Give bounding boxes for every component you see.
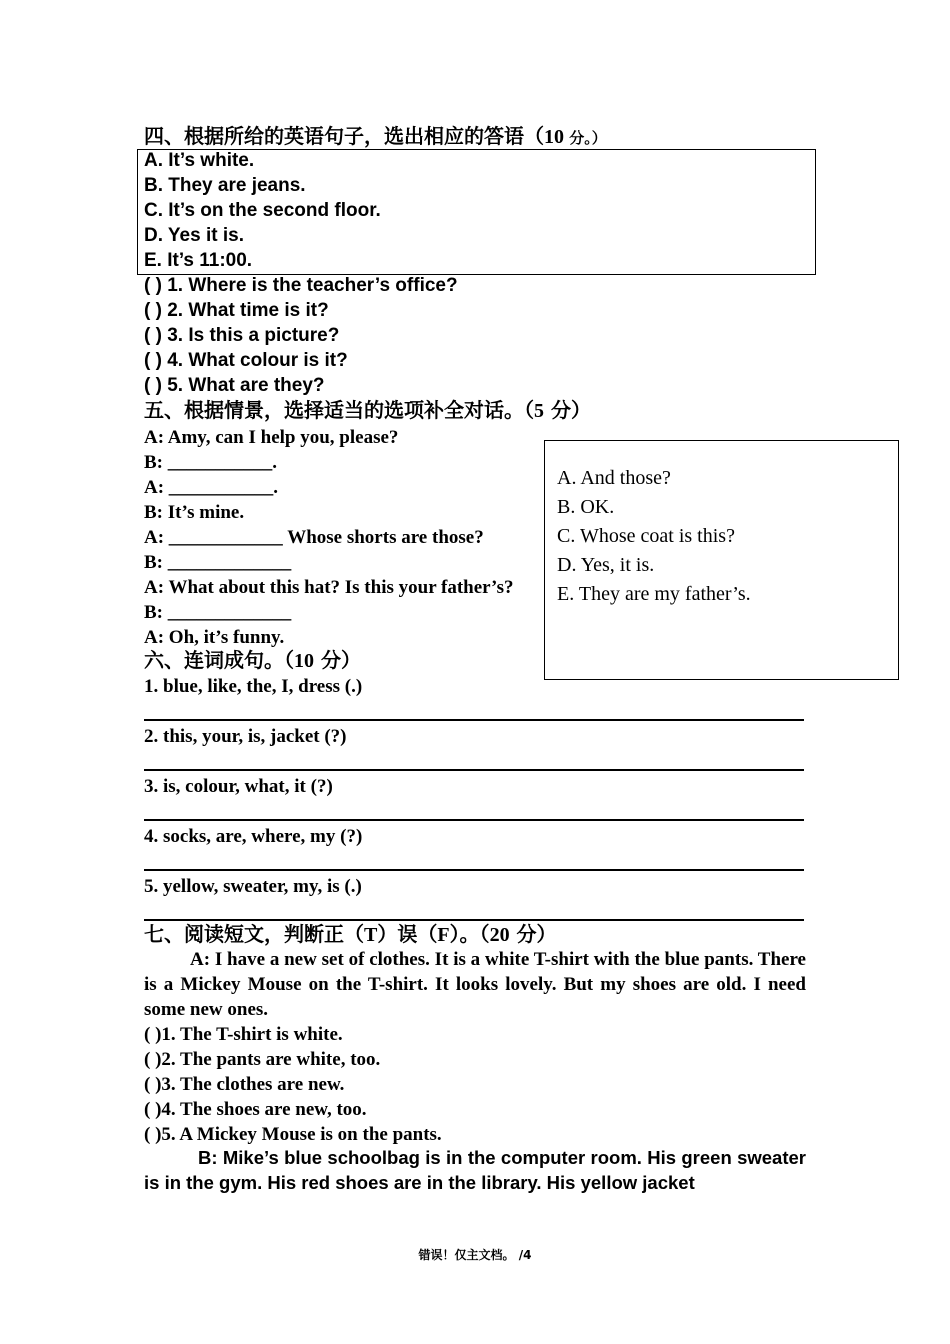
- passage-b-text: B: Mike’s blue schoolbag is in the computer room. His green sweater is in the gym. His red shoes are in the library. His yellow jacket: [144, 1147, 806, 1193]
- section7-true-mark: T: [364, 924, 378, 946]
- answer-line-2: [144, 769, 804, 771]
- dialogue-line-1: A: Amy, can I help you, please?: [144, 427, 399, 448]
- section7-title-b: ）误（: [377, 922, 438, 946]
- section6-title-text: 六、连词成句。（: [144, 648, 294, 672]
- judge-question-2: ( )2. The pants are white, too.: [144, 1049, 381, 1070]
- section5-option-c: C. Whose coat is this?: [557, 525, 735, 547]
- passage-a-text: A: I have a new set of clothes. It is a white T-shirt with the blue pants. There is a Mickey Mouse on the T-shirt. It looks lovely. But my shoes are old. I need some new ones.: [144, 949, 806, 1020]
- page-footer: 错误！仅主文档。 /4: [418, 1248, 532, 1262]
- section5-option-d: D. Yes, it is.: [557, 554, 655, 576]
- section4-points: 10: [544, 126, 564, 148]
- section4-option-b: B. They are jeans.: [144, 175, 306, 196]
- answer-line-5: [144, 919, 804, 921]
- section5-option-a: A. And those?: [557, 467, 671, 489]
- answer-line-3: [144, 819, 804, 821]
- reorder-item-3: 3. is, colour, what, it (?): [144, 776, 333, 797]
- reorder-item-4: 4. socks, are, where, my (?): [144, 826, 363, 847]
- section5-unit: 分）: [544, 398, 591, 422]
- section4-unit: 分。）: [564, 129, 607, 147]
- reorder-item-2: 2. this, your, is, jacket (?): [144, 726, 347, 747]
- answer-line-4: [144, 869, 804, 871]
- section6-title: [144, 648, 361, 674]
- section7-unit: 分）: [509, 922, 557, 946]
- dialogue-line-4: B: It’s mine.: [144, 502, 245, 523]
- dialogue-line-5: A: ____________ Whose shorts are those?: [144, 527, 484, 548]
- dialogue-line-3: A: ___________.: [144, 477, 279, 498]
- section4-title: [144, 124, 607, 151]
- dialogue-line-9: A: Oh, it’s funny.: [144, 627, 285, 648]
- dialogue-line-6: B: _____________: [144, 552, 292, 573]
- judge-question-3: ( )3. The clothes are new.: [144, 1074, 345, 1095]
- judge-question-1: ( )1. The T-shirt is white.: [144, 1024, 343, 1045]
- dialogue-line-8: B: _____________: [144, 602, 292, 623]
- section4-title-text: 四、根据所给的英语句子，选出相应的答语（: [144, 124, 544, 148]
- section7-false-mark: F: [437, 924, 450, 946]
- section5-title-text: 五、根据情景，选择适当的选项补全对话。（: [144, 398, 534, 422]
- section5-points: 5: [534, 400, 544, 422]
- passage-b: [144, 1145, 806, 1195]
- passage-a: [144, 947, 806, 1022]
- dialogue-line-2: B: ___________.: [144, 452, 277, 473]
- section5-options-box: [544, 440, 899, 680]
- section5-option-b: B. OK.: [557, 496, 615, 518]
- judge-question-5: ( )5. A Mickey Mouse is on the pants.: [144, 1124, 442, 1145]
- section4-option-e: E. It’s 11:00.: [144, 250, 253, 271]
- section6-points: 10: [294, 650, 314, 672]
- reorder-item-1: 1. blue, like, the, I, dress (.): [144, 676, 363, 697]
- section7-title-c: ）。（: [449, 922, 490, 946]
- section4-option-d: D. Yes it is.: [144, 225, 244, 246]
- section4-question-3: ( ) 3. Is this a picture?: [144, 325, 340, 346]
- section7-title: [144, 922, 557, 948]
- answer-line-1: [144, 719, 804, 721]
- section4-question-1: ( ) 1. Where is the teacher’s office?: [144, 275, 458, 296]
- section7-title-a: 七、阅读短文，判断正（: [144, 922, 364, 946]
- section5-title: [144, 398, 591, 424]
- dialogue-line-7: A: What about this hat? Is this your father’s?: [144, 577, 514, 598]
- section5-option-e: E. They are my father’s.: [557, 583, 751, 605]
- section4-option-a: A. It’s white.: [144, 150, 255, 171]
- judge-question-4: ( )4. The shoes are new, too.: [144, 1099, 367, 1120]
- reorder-item-5: 5. yellow, sweater, my, is (.): [144, 876, 362, 897]
- section4-question-5: ( ) 5. What are they?: [144, 375, 325, 396]
- section4-question-2: ( ) 2. What time is it?: [144, 300, 329, 321]
- section7-points: 20: [489, 924, 510, 946]
- section6-unit: 分）: [314, 648, 361, 672]
- section4-question-4: ( ) 4. What colour is it?: [144, 350, 348, 371]
- section4-option-c: C. It’s on the second floor.: [144, 200, 381, 221]
